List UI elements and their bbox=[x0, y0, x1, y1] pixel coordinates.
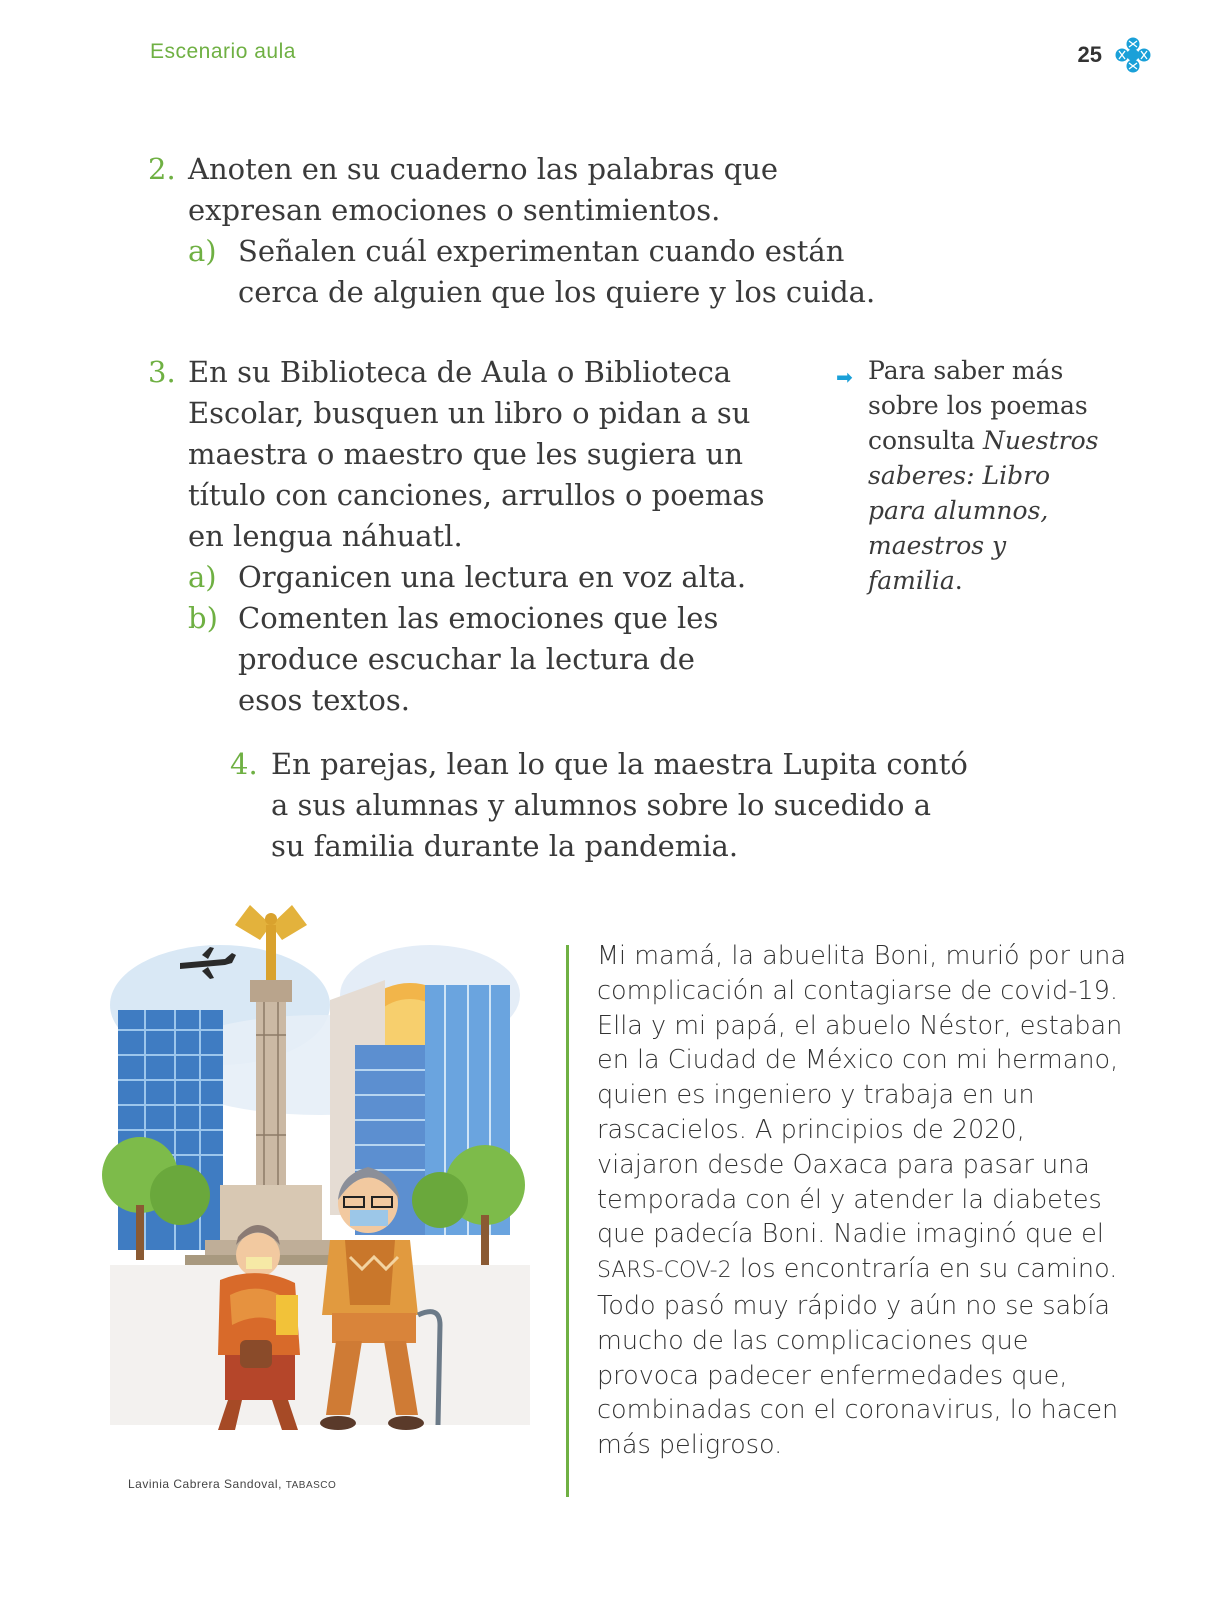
sub-item-label: a) bbox=[188, 234, 217, 268]
item-text-line: a sus alumnas y alumnos sobre lo sucedido a bbox=[271, 788, 931, 822]
item-text-line: maestra o maestro que les sugiera un bbox=[188, 437, 744, 471]
item-text-line: Escolar, busquen un libro o pidan a su bbox=[188, 396, 751, 430]
book-title: Nuestros saberes: Libro para alumnos, maestros y familia bbox=[868, 426, 1099, 595]
item-text-line: Organicen una lectura en voz alta. bbox=[238, 560, 747, 594]
item-text-line: esos textos. bbox=[238, 683, 410, 717]
activity-item-2 bbox=[148, 149, 876, 319]
item-number: 4. bbox=[230, 747, 258, 781]
item-text-line: su familia durante la pandemia. bbox=[271, 829, 739, 863]
item-text-line: en lengua náhuatl. bbox=[188, 519, 463, 553]
sub-item-label: b) bbox=[188, 601, 218, 635]
arrow-right-icon: ➡ bbox=[836, 365, 853, 389]
quote-bar bbox=[566, 945, 569, 1497]
item-text-line: título con canciones, arrullos o poemas bbox=[188, 478, 765, 512]
story-text-continued: los encontraría en su camino. Todo pasó muy rápido y aún no se sabía mucho de las complicaciones que provoca padecer enfermedades que, combinadas con el coronavirus, lo hacen más peligroso. bbox=[597, 1254, 1119, 1461]
page-header-right bbox=[1078, 36, 1152, 74]
side-note bbox=[836, 353, 1100, 598]
page-number: 25 bbox=[1077, 42, 1102, 67]
item-text-line: Anoten en su cuaderno las palabras que bbox=[188, 152, 779, 186]
teacher-story bbox=[597, 939, 1127, 1463]
item-text-line: cerca de alguien que los quiere y los cuida. bbox=[238, 275, 876, 309]
flower-logo-icon bbox=[1114, 36, 1152, 74]
illustration-grandparents-city bbox=[100, 885, 540, 1455]
sub-item-label: a) bbox=[188, 560, 217, 594]
side-note-text bbox=[868, 353, 1100, 598]
item-text-line: En parejas, lean lo que la maestra Lupita contó bbox=[271, 747, 968, 781]
item-text-line: produce escuchar la lectura de bbox=[238, 642, 695, 676]
side-note-end: . bbox=[954, 566, 963, 595]
credit-name: Lavinia Cabrera Sandoval, bbox=[128, 1477, 282, 1491]
activity-item-3 bbox=[148, 352, 808, 722]
item-number: 3. bbox=[148, 355, 176, 389]
item-text-line: Comenten las emociones que les bbox=[238, 601, 719, 635]
section-title: Escenario aula bbox=[150, 40, 296, 63]
credit-state: TABASCO bbox=[285, 1480, 337, 1491]
story-text: Mi mamá, la abuelita Boni, murió por una complicación al contagiarse de covid-19. Ella y mi papá, el abuelo Néstor, estaban en la Ciudad de México con mi hermano, quien es ingeniero y trabaja en un rascacielos. A principios de 2020, viajaron desde Oaxaca para pasar una temporada con él y atender la diabetes que padecía Boni. Nadie imaginó que el bbox=[597, 941, 1127, 1250]
virus-name: SARS-COV-2 bbox=[597, 1258, 732, 1284]
item-text-line: En su Biblioteca de Aula o Biblioteca bbox=[188, 355, 732, 389]
side-note-plain: Para saber más sobre los poemas consulta bbox=[868, 356, 1088, 455]
item-text-line: expresan emociones o sentimientos. bbox=[188, 193, 721, 227]
item-text-line: Señalen cuál experimentan cuando están bbox=[238, 234, 845, 268]
illustration-credit bbox=[128, 1477, 336, 1491]
item-number: 2. bbox=[148, 152, 176, 186]
activity-item-4 bbox=[230, 744, 990, 874]
